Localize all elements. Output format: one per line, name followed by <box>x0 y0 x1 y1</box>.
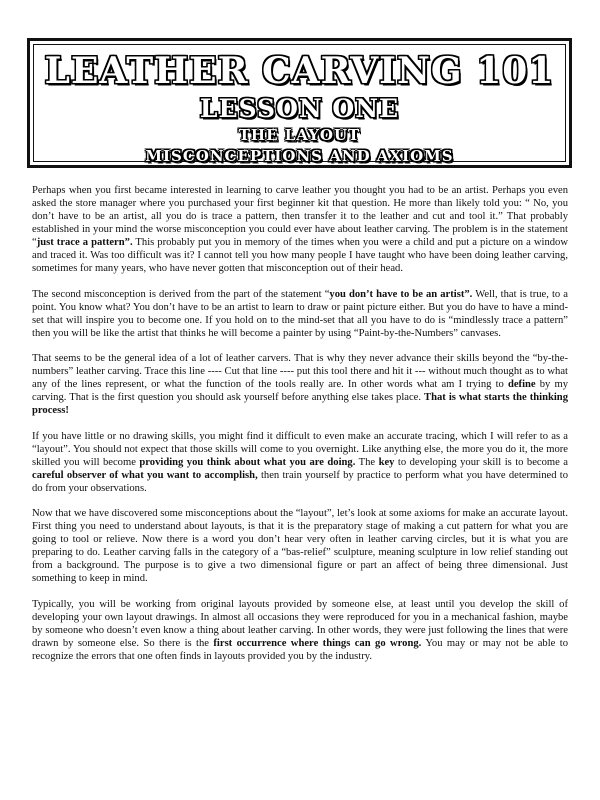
topic-title: THE LAYOUT <box>238 126 361 144</box>
lesson-title: LESSON ONE <box>199 94 400 123</box>
emphasis: first occurrence where things can go wrong. <box>213 637 422 649</box>
body-text <box>32 184 568 675</box>
emphasis: That is what starts the thinking process! <box>32 392 568 416</box>
text-run: Well, that is true, to a point. You know what? You don’t have to be an artist to learn to draw or paint picture either. But you do have to have a mind-set that will inspire you to become one. If you hold on to the mind-set that all you have to do is “mindlessly trace a pattern” then you will be like the artist that thinks he will become a painter by using “Paint-by-the-Numbers” canvases. <box>32 288 568 339</box>
text-run: If you have little or no drawing skills, you might find it difficult to even make an accurate tracing, which I will refer to as a “layout”. You should not expect that those skills will come to you overnight. Like anything else, the more you do it, the more skilled you will become <box>32 430 568 468</box>
emphasis: careful observer of what you want to accomplish, <box>32 469 258 481</box>
paragraph-4 <box>32 430 568 495</box>
text-run: This probably put you in memory of the times when you were a child and put a picture on a window and traced it. Was too difficult was it? I cannot tell you how many people I have taught who have been doing leather carving, sometimes for many years, who have never gotten that misconception out of their head. <box>32 237 568 274</box>
emphasis: key <box>378 456 395 468</box>
emphasis: just trace a pattern”. <box>36 237 133 248</box>
text-run: Perhaps when you first became interested in learning to carve leather you thought you had to be an artist. Perhaps you even asked the store manager where you purchased your first beginner kit that question. He more than likely told you: “ No, you don’t have to be an artist, all you do is trace a pattern, then transfer it to the leather and cut and tool it.” That probably established in your mind the worse misconception you could ever have about leather carving. The problem is in the statement “ <box>32 185 568 248</box>
paragraph-5 <box>32 507 568 585</box>
paragraph-2 <box>32 288 568 340</box>
paragraph-6 <box>32 598 568 663</box>
paragraph-3 <box>32 352 568 417</box>
text-run: to developing your skill is to become a <box>394 456 568 468</box>
emphasis: you don’t have to be an artist”. <box>329 288 473 300</box>
emphasis: providing you think about what you are doing. <box>139 456 356 468</box>
text-run: That seems to be the general idea of a lot of leather carvers. That is why they never advance their skills beyond the “by-the-numbers” leather carving. Trace this line ---- Cut that line ---- put this tool there and hit it --- without much thought as to what any of the lines represent, or what the function of the tools really are. In other words what am I trying to <box>32 353 568 390</box>
text-run: Typically, you will be working from original layouts provided by someone else, at least until you develop the skill of developing your own layout drawings. In almost all occasions they were reproduced for you in a mechanical fashion, maybe by someone who doesn’t even know a thing about leather carving. In other words, they were just following the lines that were drawn by someone else. So there is the <box>32 598 568 649</box>
text-run: The second misconception is derived from the part of the statement “ <box>32 288 330 300</box>
title-block <box>30 49 569 167</box>
text-run: The <box>355 456 379 468</box>
text-run: You may or may not be able to recognize the errors that one often finds in layouts provided you by the industry. <box>32 637 568 662</box>
subtopic-title: MISCONCEPTIONS AND AXIOMS <box>145 147 454 165</box>
paragraph-1 <box>32 184 568 275</box>
text-run: Now that we have discovered some misconceptions about the “layout”, let’s look at some axioms for make an accurate layout. First thing you need to understand about layouts, is that it is the preparatory stage of making a cut pattern for what you are going to tool or relieve. Now there is a word you don’t hear very often in leather carving circles, but it is what you are preparing to do. Leather carving falls in the category of a “bas-relief” sculpture, meaning sculpture in low relief standing out from a background. The purpose is to give a two dimensional figure or part an affect of being three dimensional. Just something to keep in mind. <box>32 508 568 584</box>
emphasis: define <box>507 379 536 390</box>
text-run: then train yourself by practice to perform what you have determined to do from your observations. <box>32 469 568 494</box>
main-title: LEATHER CARVING 101 <box>44 50 555 92</box>
text-run: by my carving. That is the first question you should ask yourself before anything else takes place. <box>32 379 568 403</box>
title-frame <box>27 38 572 168</box>
